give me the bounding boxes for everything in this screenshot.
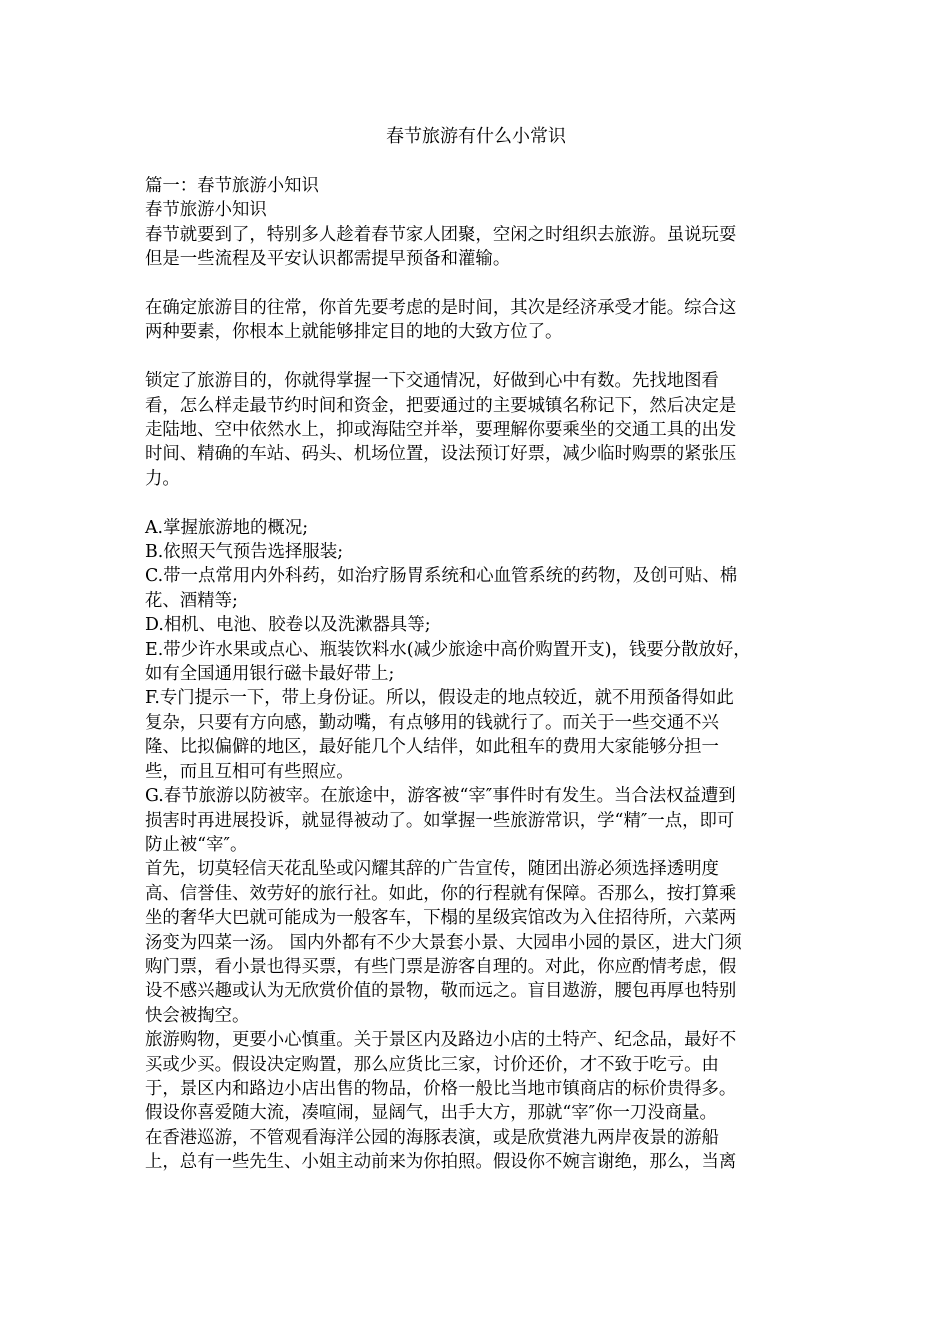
text-line: 设不感兴趣或认为无欣赏价值的景物，敬而远之。盲目遨游，腰包再厚也特别 [145,981,737,1002]
text-line: A.掌握旅游地的概况; [145,517,309,538]
text-line: 隆、比拟偏僻的地区，最好能几个人结伴，如此租车的费用大家能够分担一 [145,737,719,758]
document-title: 春节旅游有什么小常识 [386,126,566,147]
text-line: D.相机、电池、胶卷以及洗漱器具等; [145,615,431,636]
text-line: 快会被掏空。 [145,1005,250,1026]
text-line: 损害时再进展投诉，就显得被动了。如掌握一些旅游常识，学“精″一点，即可 [145,810,735,831]
text-line: 春节就要到了，特别多人趁着春节家人团聚，空闲之时组织去旅游。虽说玩耍 [145,224,737,245]
text-line: 春节旅游小知识 [145,200,267,221]
text-line: 防止被“宰″。 [145,834,248,855]
text-line: 走陆地、空中依然水上，抑或海陆空并举，要理解你要乘坐的交通工具的出发 [145,420,737,441]
text-line: 坐的奢华大巴就可能成为一般客车，下榻的星级宾馆改为入住招待所，六菜两 [145,908,737,929]
text-line: 假设你喜爱随大流，凑喧闹，显阔气，出手大方，那就“宰″你一刀没商量。 [145,1103,717,1124]
text-line: 花、酒精等; [145,590,238,611]
text-line: 锁定了旅游目的，你就得掌握一下交通情况，好做到心中有数。先找地图看 [145,371,719,392]
text-line: 首先，切莫轻信天花乱坠或闪耀其辞的广告宣传，随团出游必须选择透明度 [145,859,719,880]
text-line: 汤变为四菜一汤。 国内外都有不少大景套小景、大园串小园的景区，进大门须 [145,932,742,953]
document-page [145,124,807,1175]
document-body [145,174,807,1175]
text-line: 在确定旅游目的往常，你首先要考虑的是时间，其次是经济承受才能。综合这 [145,298,737,319]
text-line: 于，景区内和路边小店出售的物品，价格一般比当地市镇商店的标价贵得多。 [145,1078,737,1099]
text-line: 篇一：春节旅游小知识 [145,176,319,196]
text-line: 高、信誉佳、效劳好的旅行社。如此，你的行程就有保障。否那么，按打算乘 [145,883,737,904]
text-line: 两种要素，你根本上就能够排定目的地的大致方位了。 [145,322,563,343]
blank-line [145,345,807,369]
text-line: 些，而且互相可有些照应。 [145,761,354,782]
text-line: 看，怎么样走最节约时间和资金，把要通过的主要城镇名称记下，然后决定是 [145,395,737,416]
text-line: 上，总有一些先生、小姐主动前来为你拍照。假设你不婉言谢绝，那么，当离 [145,1152,737,1173]
text-line: 在香港巡游，不管观看海洋公园的海豚表演，或是欣赏港九两岸夜景的游船 [145,1127,719,1148]
text-line: 时间、精确的车站、码头、机场位置，设法预订好票，减少临时购票的紧张压 [145,444,737,465]
text-line: 购门票，看小景也得买票，有些门票是游客自理的。对此，你应酌情考虑，假 [145,956,737,977]
text-line: 但是一些流程及平安认识都需提早预备和灌输。 [145,249,511,270]
blank-line [145,272,807,296]
text-line: 如有全国通用银行磁卡最好带上; [145,664,395,685]
text-line: 复杂，只要有方向感，勤动嘴，有点够用的钱就行了。而关于一些交通不兴 [145,712,719,733]
text-line: 力。 [145,468,180,489]
text-line: 旅游购物，更要小心慎重。关于景区内及路边小店的土特产、纪念品，最好不 [145,1030,737,1051]
text-line: E.带少许水果或点心、瓶装饮料水(减少旅途中高价购置开支)，钱要分散放好， [145,639,751,660]
text-line: B.依照天气预告选择服装; [145,542,344,563]
text-line: G.春节旅游以防被宰。在旅途中，游客被“宰″事件时有发生。当合法权益遭到 [145,786,736,807]
blank-line [145,491,807,515]
text-line: C.带一点常用内外科药，如治疗肠胃系统和心血管系统的药物，及创可贴、棉 [145,566,738,587]
text-line: F.专门提示一下，带上身份证。所以，假设走的地点较近，就不用预备得如此 [145,688,734,709]
text-line: 买或少买。假设决定购置，那么应货比三家，讨价还价，才不致于吃亏。由 [145,1054,719,1075]
